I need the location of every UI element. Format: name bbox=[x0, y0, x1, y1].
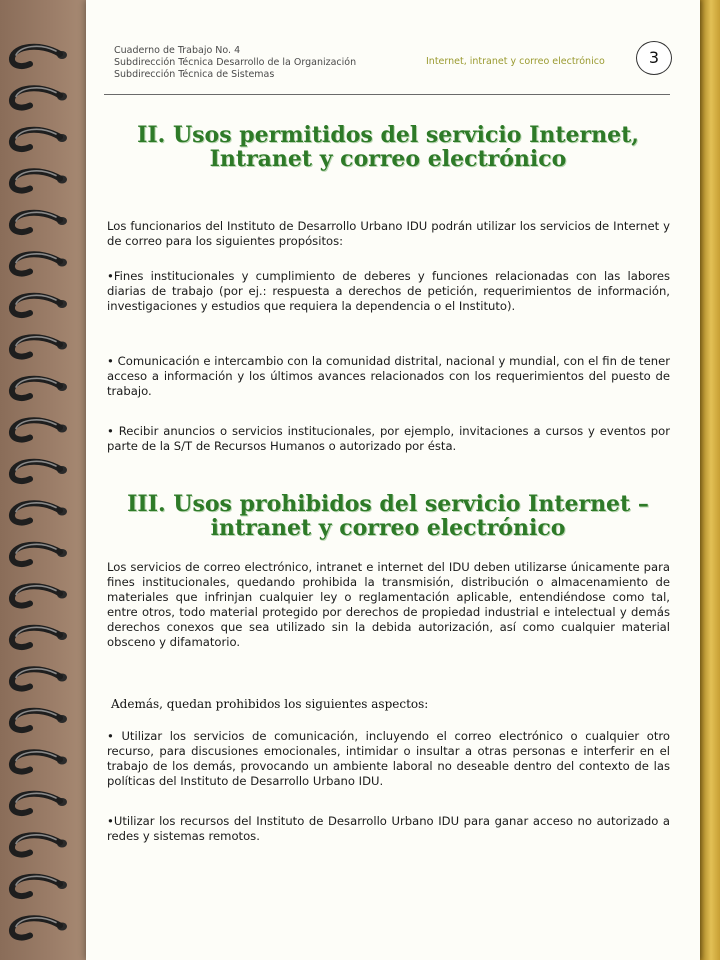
section2-intro: Los funcionarios del Instituto de Desarrollo Urbano IDU podrán utilizar los servicios de Internet y de correo para los siguientes propósitos: bbox=[107, 219, 670, 249]
section3-subheading: Además, quedan prohibidos los siguientes aspectos: bbox=[111, 697, 429, 711]
section3-bullet-2: •Utilizar los recursos del Instituto de Desarrollo Urbano IDU para ganar acceso no autorizado a redes y sistemas remotos. bbox=[107, 814, 670, 844]
header-divider bbox=[104, 94, 670, 95]
left-binder-strip bbox=[0, 0, 86, 960]
header-topic-title: Internet, intranet y correo electrónico bbox=[426, 56, 605, 67]
section3-heading: III. Usos prohibidos del servicio Internet – intranet y correo electrónico bbox=[127, 491, 649, 541]
header-line-subdirection-org: Subdirección Técnica Desarrollo de la Organización bbox=[114, 57, 357, 68]
notebook-page bbox=[86, 0, 700, 960]
section3-intro: Los servicios de correo electrónico, intranet e internet del IDU deben utilizarse únicamente para fines institucionales, quedando prohibida la transmisión, distribución o almacenamiento de materiales que infrinjan cualquier ley o reglamentación aplicable, entendiéndose como tal, entre otros, todo material protegido por derechos de propiedad industrial e intelectual y demás derechos conexos que sea utilizado sin la debida autorización, así como cualquier material obsceno y difamatorio. bbox=[107, 560, 670, 650]
section3-bullet-1: • Utilizar los servicios de comunicación, incluyendo el correo electrónico o cualquier otro recurso, para discusiones emocionales, intimidar o insultar a otras personas e interferir en el trabajo de los demás, provocando un ambiente laboral no deseable dentro del contexto de las políticas del Instituto de Desarrollo Urbano IDU. bbox=[107, 729, 670, 789]
section2-bullet-1: •Fines institucionales y cumplimiento de deberes y funciones relacionadas con las labores diarias de trabajo (por ej.: respuesta a derechos de petición, requerimientos de información, investigaciones y estudios que requiera la dependencia o el Instituto). bbox=[107, 269, 670, 314]
section2-bullet-3: • Recibir anuncios o servicios institucionales, por ejemplo, invitaciones a cursos y eventos por parte de la S/T de Recursos Humanos o autorizado por ésta. bbox=[107, 424, 670, 454]
header-line-subdirection-systems: Subdirección Técnica de Sistemas bbox=[114, 69, 275, 80]
section2-heading: II. Usos permitidos del servicio Internet, Intranet y correo electrónico bbox=[137, 122, 639, 172]
page-number-badge: 3 bbox=[636, 41, 672, 75]
right-gold-strip bbox=[700, 0, 720, 960]
header-line-workbook: Cuaderno de Trabajo No. 4 bbox=[114, 45, 241, 56]
header-left-block bbox=[114, 45, 356, 81]
section2-bullet-2: • Comunicación e intercambio con la comunidad distrital, nacional y mundial, con el fin de tener acceso a información y los últimos avances relacionados con los requerimientos del puesto de trabajo. bbox=[107, 354, 670, 399]
